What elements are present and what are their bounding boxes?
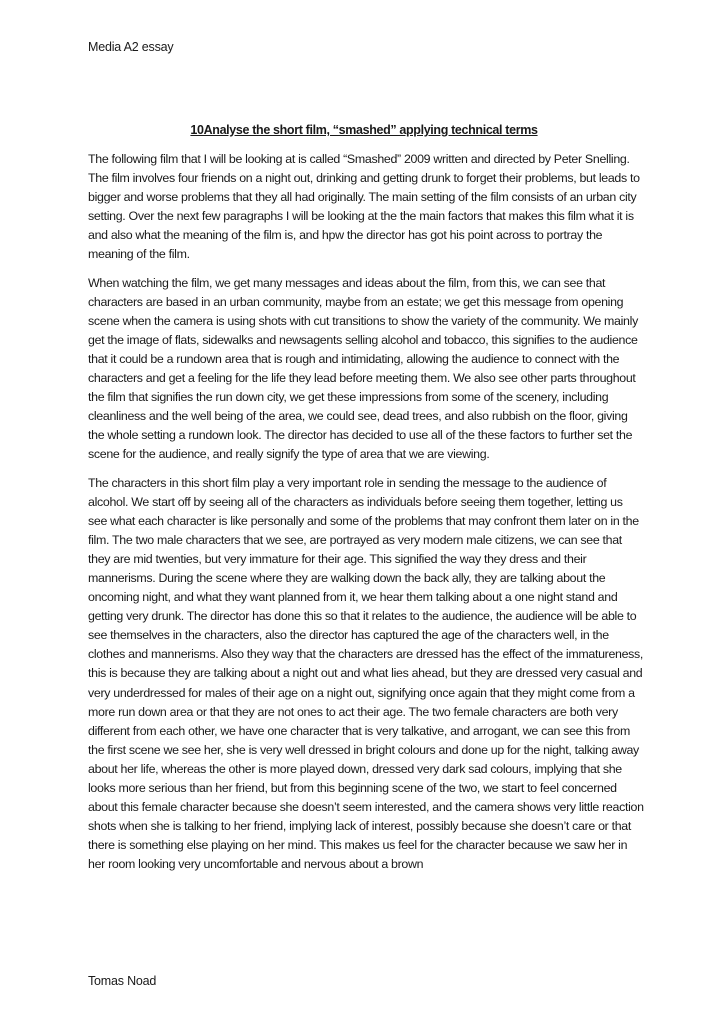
page-footer: Tomas Noad — [88, 974, 157, 988]
page-header: Media A2 essay — [88, 40, 174, 54]
paragraph-1: The following film that I will be looking at is called “Smashed” 2009 written and directed by Peter Snelling. The film involves four friends on a night out, drinking and getting drunk to forget their problems, but leads to bigger and worse problems that they all had originally. The main setting of the film consists of an urban city setting. Over the next few paragraphs I will be looking at the the main factors that makes this film what it is and also what the meaning of the film is, and hpw the director has got his point across to portray the meaning of the film. — [88, 152, 640, 262]
essay-title: 10Analyse the short film, “smashed” applying technical terms — [190, 123, 538, 137]
paragraph-3: The characters in this short film play a very important role in sending the message to the audience of alcohol. We start off by seeing all of the characters as individuals before seeing them together, letting us see what each character is like personally and some of the problems that may confront them later on in the film. The two male characters that we see, are portrayed as very modern male citizens, we can see that they are mid twenties, but very immature for their age. This signified the way they dress and their mannerisms. During the scene where they are walking down the back ally, they are talking about the oncoming night, and what they want planned from it, we hear them talking about a one night stand and getting very drunk. The director has done this so that it relates to the audience, the audience will be able to see themselves in the characters, also the director has captured the age of the characters well, in the clothes and mannerisms. Also they way that the characters are dressed has the effect of the immatureness, this is because they are talking about a night out and what lies ahead, but they are dressed very casual and very underdressed for males of their age on a night out, signifying once again that they might come from a more run down area or that they are not ones to act their age. The two female characters are both very different from each other, we have one character that is very talkative, and arrogant, we can see this from the first scene we see her, she is very well dressed in bright colours and done up for the night, talking away about her life, whereas the other is more played down, dressed very dark sad colours, implying that she looks more serious than her friend, but from this beginning scene of the two, we start to feel concerned about this female character because she doesn’t seem interested, and the camera shows very little reaction shots when she is talking to her friend, implying lack of interest, possibly because she doesn’t care or that there is something else playing on her mind. This makes us feel for the character because we saw her in her room looking very uncomfortable and nervous about a brown — [88, 475, 644, 872]
paragraph-2: When watching the film, we get many messages and ideas about the film, from this, we can see that characters are based in an urban community, maybe from an estate; we get this message from opening scene when the camera is using shots with cut transitions to show the variety of the community. We mainly get the image of flats, sidewalks and newsagents selling alcohol and tobacco, this signifies to the audience that it could be a rundown area that is rough and intimidating, allowing the audience to connect with the characters and get a feeling for the life they lead before meeting them. We also see other parts throughout the film that signifies the run down city, we get these impressions from some of the scenery, including cleanliness and the well being of the area, we could see, dead trees, and also rubbish on the floor, giving the whole setting a rundown look. The director has decided to use all of the these factors to further set the scene for the audience, and really signify the type of area that we are viewing. — [88, 275, 638, 462]
essay-body — [88, 150, 644, 883]
